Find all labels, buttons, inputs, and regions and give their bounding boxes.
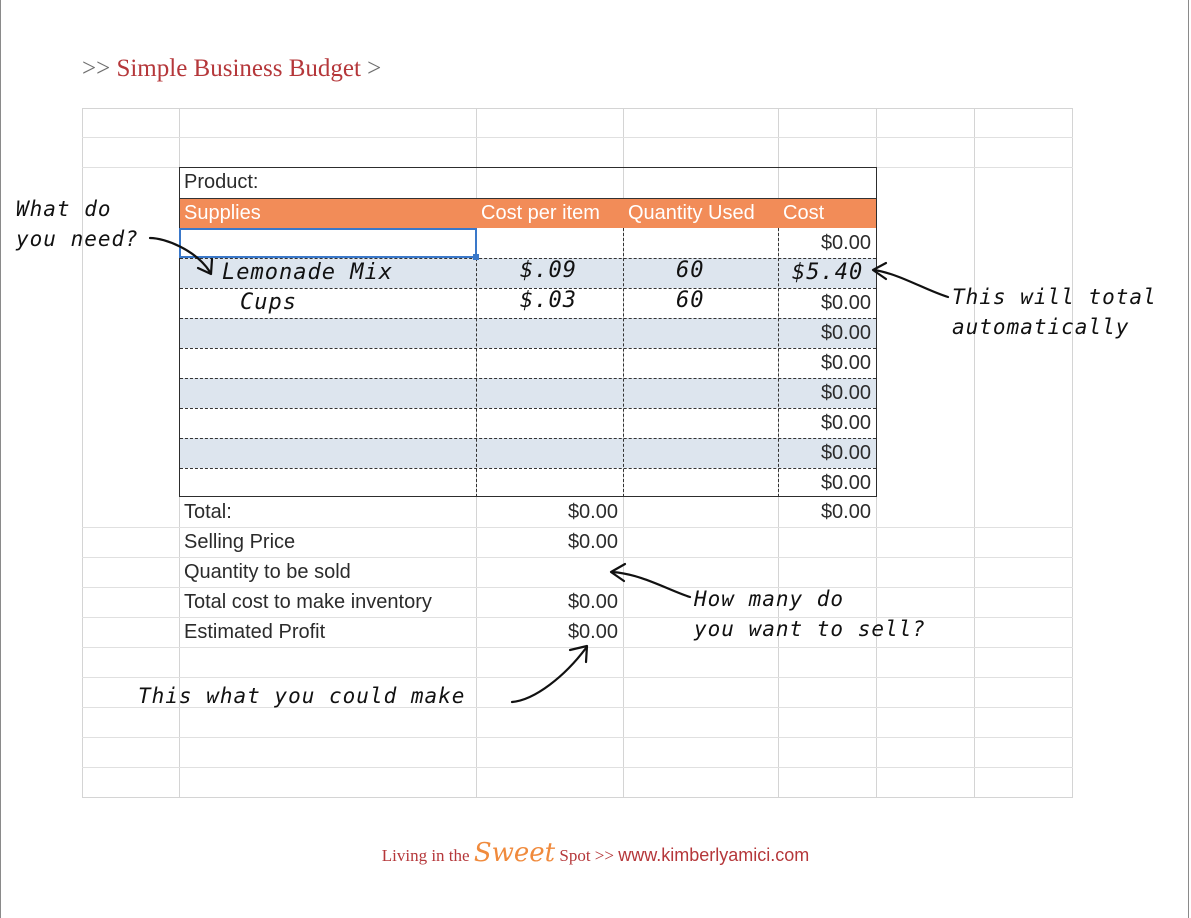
header-quantity-used: Quantity Used xyxy=(628,202,755,224)
estimated-profit-label: Estimated Profit xyxy=(184,621,326,643)
product-label: Product: xyxy=(184,171,259,193)
cost-cell[interactable]: $0.00 xyxy=(820,232,871,254)
grid-row-line xyxy=(82,677,1073,678)
cost-cell[interactable]: $0.00 xyxy=(820,472,871,494)
footer xyxy=(0,838,1191,868)
grid-col-line xyxy=(974,108,975,798)
estimated-profit-value[interactable]: $0.00 xyxy=(567,621,618,643)
title-suffix: > xyxy=(367,55,382,82)
header-supplies: Supplies xyxy=(184,202,261,224)
selected-cell[interactable] xyxy=(179,228,477,258)
supply-cell[interactable]: Cups xyxy=(240,290,297,315)
annotation-what-do: What do xyxy=(16,197,112,221)
annotation-will-total: This will total xyxy=(952,285,1157,309)
cost-cell[interactable]: $0.00 xyxy=(820,352,871,374)
cost-per-item-cell[interactable]: $.09 xyxy=(520,258,577,283)
annotation-you-need: you need? xyxy=(16,227,139,251)
quantity-cell[interactable]: 60 xyxy=(676,288,705,313)
grid-row-line xyxy=(82,137,1073,138)
cost-cell[interactable]: $0.00 xyxy=(820,292,871,314)
total-cost-value[interactable]: $0.00 xyxy=(820,501,871,523)
footer-sweet-logo: Sweet xyxy=(473,838,556,868)
quantity-to-be-sold-label: Quantity to be sold xyxy=(184,561,351,583)
footer-url-link[interactable]: www.kimberlyamici.com xyxy=(618,845,810,865)
footer-spot: Spot >> xyxy=(559,846,614,865)
grid-row-line xyxy=(82,647,1073,648)
annotation-want-to-sell: you want to sell? xyxy=(694,617,926,641)
footer-living: Living in the xyxy=(381,846,470,865)
supply-cell[interactable]: Lemonade Mix xyxy=(222,260,393,285)
cost-per-item-cell[interactable]: $.03 xyxy=(520,288,577,313)
grid-row-line xyxy=(82,767,1073,768)
title-prefix: >> xyxy=(82,55,111,82)
page-title xyxy=(82,55,381,83)
quantity-cell[interactable]: 60 xyxy=(676,258,705,283)
annotation-how-many: How many do xyxy=(694,587,845,611)
cost-cell[interactable]: $0.00 xyxy=(820,442,871,464)
cost-cell[interactable]: $0.00 xyxy=(820,382,871,404)
total-value[interactable]: $0.00 xyxy=(567,501,618,523)
grid-row-line xyxy=(82,737,1073,738)
cost-cell[interactable]: $0.00 xyxy=(820,322,871,344)
header-cost-per-item: Cost per item xyxy=(481,202,600,224)
inventory-cost-label: Total cost to make inventory xyxy=(184,591,432,613)
header-cost: Cost xyxy=(783,202,825,224)
selling-price-label: Selling Price xyxy=(184,531,296,553)
title-text: Simple Business Budget xyxy=(116,55,361,82)
cost-cell[interactable]: $5.40 xyxy=(792,260,864,285)
annotation-automatically: automatically xyxy=(952,315,1130,339)
total-label: Total: xyxy=(184,501,232,523)
fill-handle[interactable] xyxy=(473,254,479,260)
annotation-could-make: This what you could make xyxy=(138,684,466,708)
inventory-cost-value[interactable]: $0.00 xyxy=(567,591,618,613)
cost-cell[interactable]: $0.00 xyxy=(820,412,871,434)
selling-price-value[interactable]: $0.00 xyxy=(567,531,618,553)
